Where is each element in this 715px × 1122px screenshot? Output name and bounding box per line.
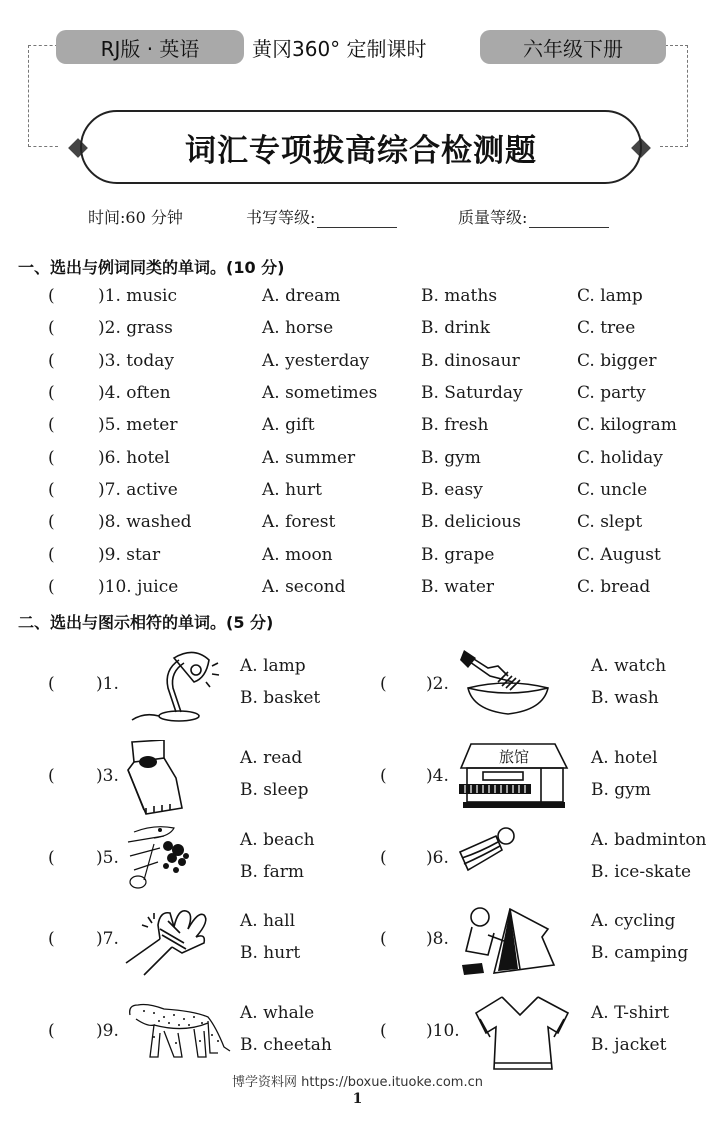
time-limit-text: 时间:60 分钟 — [88, 208, 183, 227]
hotel-building-icon — [458, 740, 570, 818]
question-number: )7. — [96, 929, 119, 949]
cheetah-icon — [124, 1001, 234, 1061]
exam-meta-row — [88, 205, 609, 228]
question-stem: )3. today — [98, 351, 174, 371]
option-b: B. hurt — [240, 943, 301, 963]
option-a: A. hurt — [262, 480, 322, 500]
picture-question — [0, 648, 357, 728]
answer-blank[interactable]: ( — [48, 766, 55, 786]
t-shirt-icon — [472, 995, 572, 1073]
question-stem: )6. hotel — [98, 448, 170, 468]
title-frame — [80, 110, 642, 184]
question-stem: )10. juice — [98, 577, 179, 597]
question-stem: )8. washed — [98, 512, 192, 532]
question-row — [0, 545, 715, 577]
header-dashed-bracket-left — [28, 45, 58, 147]
picture-question — [0, 995, 357, 1075]
option-c: C. bread — [577, 577, 651, 597]
option-a: A. second — [262, 577, 346, 597]
option-a: A. yesterday — [262, 351, 370, 371]
question-row — [0, 577, 715, 609]
option-b: B. drink — [421, 318, 490, 338]
picture-question — [0, 822, 357, 902]
question-row — [0, 351, 715, 383]
desk-lamp-icon — [124, 648, 224, 726]
option-a: A. T-shirt — [591, 1003, 670, 1023]
option-c: C. August — [577, 545, 661, 565]
option-a: A. hall — [240, 911, 296, 931]
page-number: 1 — [352, 1091, 363, 1107]
option-b: B. gym — [591, 780, 651, 800]
question-row — [0, 383, 715, 415]
answer-blank[interactable]: ( — [48, 577, 55, 597]
washing-clothes-icon — [458, 648, 558, 726]
option-b: B. delicious — [421, 512, 521, 532]
question-number: )8. — [426, 929, 449, 949]
option-b: B. cheetah — [240, 1035, 332, 1055]
question-row — [0, 480, 715, 512]
option-c: C. tree — [577, 318, 636, 338]
answer-blank[interactable]: ( — [48, 480, 55, 500]
shuttlecock-icon — [458, 822, 558, 900]
option-b: B. dinosaur — [421, 351, 520, 371]
question-number: )6. — [426, 848, 449, 868]
option-b: B. fresh — [421, 415, 489, 435]
option-a: A. whale — [240, 1003, 315, 1023]
edition-badge — [56, 30, 244, 64]
question-stem: )5. meter — [98, 415, 178, 435]
grade-label: 六年级下册 — [523, 36, 623, 61]
option-a: A. cycling — [591, 911, 676, 931]
option-b: B. grape — [421, 545, 495, 565]
answer-blank[interactable]: ( — [48, 415, 55, 435]
question-number: )2. — [426, 674, 449, 694]
section1-title: 一、选出与例词同类的单词。(10 分) — [18, 258, 285, 277]
option-c: C. holiday — [577, 448, 663, 468]
time-limit — [88, 205, 246, 228]
option-b: B. jacket — [591, 1035, 667, 1055]
section2-title: 二、选出与图示相符的单词。(5 分) — [18, 613, 274, 632]
question-row — [0, 286, 715, 318]
question-number: )5. — [96, 848, 119, 868]
picture-question — [0, 740, 357, 820]
picture-question — [358, 822, 715, 902]
brand-text: 黄冈360° 定制课时 — [252, 37, 427, 61]
answer-blank[interactable]: ( — [48, 512, 55, 532]
bandaged-hand-icon — [124, 903, 224, 981]
question-stem: )2. grass — [98, 318, 173, 338]
option-b: B. sleep — [240, 780, 309, 800]
question-number: )1. — [96, 674, 119, 694]
option-a: A. sometimes — [262, 383, 378, 403]
option-c: C. uncle — [577, 480, 648, 500]
option-a: A. lamp — [240, 656, 306, 676]
picture-question — [358, 648, 715, 728]
answer-blank[interactable]: ( — [48, 1021, 55, 1041]
option-a: A. badminton — [591, 830, 707, 850]
edition-label: RJ版 · 英语 — [100, 36, 200, 61]
answer-blank[interactable]: ( — [48, 848, 55, 868]
option-c: C. bigger — [577, 351, 657, 371]
question-row — [0, 318, 715, 350]
quality-grade-blank[interactable] — [529, 210, 609, 228]
sleeping-in-bed-icon — [124, 740, 224, 818]
option-b: B. camping — [591, 943, 689, 963]
option-b: B. easy — [421, 480, 483, 500]
page-title: 词汇专项拔高综合检测题 — [185, 132, 537, 169]
question-number: )9. — [96, 1021, 119, 1041]
option-a: A. beach — [240, 830, 315, 850]
question-row — [0, 448, 715, 480]
writing-grade-label: 书写等级: — [246, 208, 316, 227]
boy-pitching-tent-icon — [458, 903, 558, 981]
picture-question — [358, 740, 715, 820]
question-row — [0, 512, 715, 544]
option-b: B. ice-skate — [591, 862, 692, 882]
option-b: B. gym — [421, 448, 481, 468]
question-stem: )4. often — [98, 383, 171, 403]
header-dashed-bracket-right — [660, 45, 688, 147]
answer-blank[interactable]: ( — [48, 383, 55, 403]
option-a: A. moon — [262, 545, 333, 565]
svg-text:旅馆: 旅馆 — [498, 748, 530, 766]
writing-grade — [246, 205, 458, 228]
writing-grade-blank[interactable] — [317, 210, 397, 228]
question-stem: )9. star — [98, 545, 161, 565]
answer-blank[interactable]: ( — [48, 351, 55, 371]
option-a: A. gift — [262, 415, 315, 435]
grade-badge — [480, 30, 666, 64]
question-stem: )7. active — [98, 480, 178, 500]
option-b: B. water — [421, 577, 495, 597]
option-c: C. kilogram — [577, 415, 677, 435]
question-number: )3. — [96, 766, 119, 786]
answer-blank[interactable]: ( — [48, 545, 55, 565]
answer-blank[interactable]: ( — [48, 674, 55, 694]
answer-blank[interactable]: ( — [48, 286, 55, 306]
answer-blank[interactable]: ( — [380, 929, 387, 949]
quality-grade-label: 质量等级: — [458, 208, 528, 227]
option-c: C. slept — [577, 512, 643, 532]
quality-grade — [458, 205, 609, 228]
picture-question — [358, 995, 715, 1075]
option-a: A. read — [240, 748, 303, 768]
question-number: )10. — [426, 1021, 460, 1041]
answer-blank[interactable]: ( — [380, 674, 387, 694]
option-b: B. wash — [591, 688, 659, 708]
option-a: A. forest — [262, 512, 336, 532]
answer-blank[interactable]: ( — [48, 448, 55, 468]
picture-question — [0, 903, 357, 983]
option-b: B. basket — [240, 688, 321, 708]
option-b: B. maths — [421, 286, 498, 306]
option-a: A. horse — [262, 318, 334, 338]
answer-blank[interactable]: ( — [48, 929, 55, 949]
picture-question — [358, 903, 715, 983]
answer-blank[interactable]: ( — [380, 848, 387, 868]
option-c: C. party — [577, 383, 646, 403]
answer-blank[interactable]: ( — [380, 1021, 387, 1041]
source-watermark: 博学资料网 https://boxue.ituoke.com.cn — [232, 1075, 483, 1090]
option-a: A. summer — [262, 448, 356, 468]
option-a: A. hotel — [591, 748, 658, 768]
option-c: C. lamp — [577, 286, 643, 306]
question-stem: )1. music — [98, 286, 178, 306]
option-b: B. Saturday — [421, 383, 523, 403]
question-number: )4. — [426, 766, 449, 786]
farm-scene-icon — [124, 822, 224, 900]
question-row — [0, 415, 715, 447]
option-a: A. watch — [591, 656, 667, 676]
answer-blank[interactable]: ( — [380, 766, 387, 786]
option-b: B. farm — [240, 862, 304, 882]
answer-blank[interactable]: ( — [48, 318, 55, 338]
option-a: A. dream — [262, 286, 341, 306]
